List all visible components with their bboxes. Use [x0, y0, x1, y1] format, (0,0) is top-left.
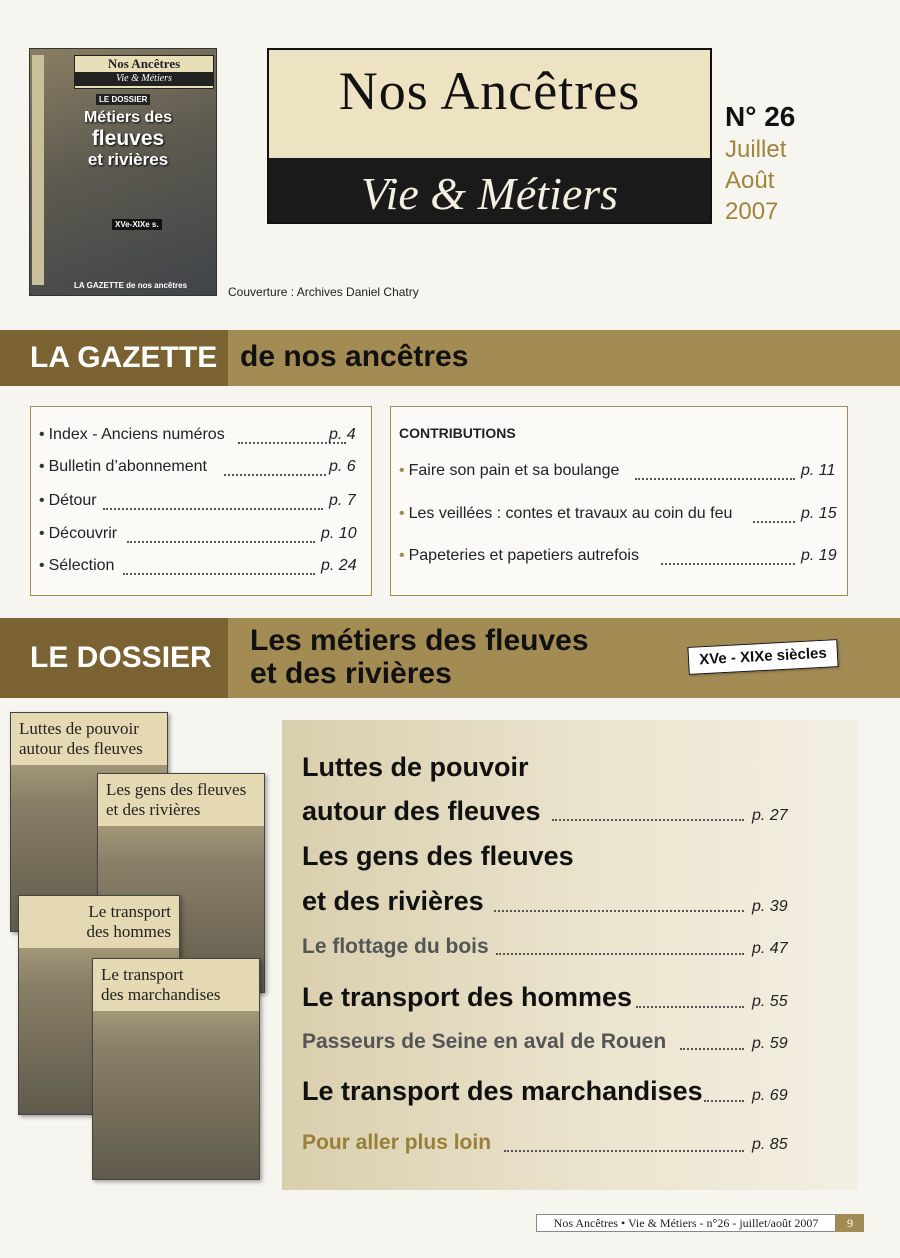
toc-item-bulletin[interactable]: • Bulletin d’abonnement: [39, 458, 207, 475]
booklet-hommes: Le transport des hommes: [18, 895, 180, 1115]
toc-dossier-luttes-l1[interactable]: Luttes de pouvoir: [302, 752, 529, 782]
gazette-index-box: [30, 406, 372, 596]
toc-page: p. 4: [329, 426, 356, 443]
leader-dots: [661, 563, 795, 565]
toc-dossier-passeurs[interactable]: Passeurs de Seine en aval de Rouen: [302, 1030, 667, 1053]
toc-page: p. 6: [329, 458, 356, 475]
toc-page: p. 47: [752, 940, 788, 957]
toc-dossier-luttes-l2[interactable]: autour des fleuves: [302, 796, 541, 826]
toc-dossier-flottage[interactable]: Le flottage du bois: [302, 935, 489, 958]
toc-page: p. 27: [752, 807, 788, 824]
cover-headline: Métiers des fleuves et rivières: [83, 109, 173, 169]
toc-item-papeteries[interactable]: • Papeteries et papetiers autrefois: [399, 547, 639, 564]
cover-thumbnail: [29, 48, 217, 296]
leader-dots: [496, 953, 744, 955]
toc-page: p. 55: [752, 993, 788, 1010]
cover-caption: Couverture : Archives Daniel Chatry: [228, 285, 419, 299]
booklet-gens: Les gens des fleuves et des rivières: [97, 773, 265, 993]
toc-page: p. 85: [752, 1136, 788, 1153]
leader-dots: [504, 1150, 744, 1152]
toc-page: p. 59: [752, 1035, 788, 1052]
dossier-label: LE DOSSIER: [0, 618, 228, 698]
issue-info: [725, 100, 795, 227]
footer-running-head: Nos Ancêtres • Vie & Métiers - n°26 - juillet/août 2007: [536, 1214, 836, 1232]
toc-page: p. 15: [801, 505, 837, 522]
cover-dossier-tag: LE DOSSIER: [96, 94, 150, 105]
cover-gazette: LA GAZETTE de nos ancêtres: [74, 281, 188, 290]
page-number: 9: [836, 1214, 864, 1232]
issue-month-1: Juillet: [725, 136, 787, 163]
toc-dossier-gens-l2[interactable]: et des rivières: [302, 886, 484, 916]
leader-dots: [704, 1100, 744, 1102]
toc-page: p. 19: [801, 547, 837, 564]
dossier-era-tag: XVe - XIXe siècles: [687, 639, 838, 675]
cover-subtitle: Vie & Métiers: [75, 72, 213, 86]
dossier-title: Les métiers des fleuves et des rivières: [250, 624, 589, 690]
leader-dots: [635, 478, 795, 480]
leader-dots: [636, 1006, 744, 1008]
toc-dossier-gens-l1[interactable]: Les gens des fleuves: [302, 841, 574, 871]
toc-item-selection[interactable]: • Sélection: [39, 557, 115, 574]
dossier-toc: [282, 720, 858, 1190]
cover-era: XVe-XIXe s.: [112, 219, 162, 230]
gazette-title: de nos ancêtres: [240, 340, 469, 373]
masthead: [267, 48, 712, 224]
leader-dots: [224, 474, 326, 476]
toc-page: p. 39: [752, 898, 788, 915]
cover-title: Nos Ancêtres: [107, 56, 181, 71]
toc-page: p. 7: [329, 492, 356, 509]
toc-item-decouvrir[interactable]: • Découvrir: [39, 525, 118, 542]
booklet-marchandises: Le transport des marchandises: [92, 958, 260, 1180]
toc-item-index[interactable]: • Index - Anciens numéros: [39, 426, 225, 443]
leader-dots: [494, 910, 744, 912]
leader-dots: [123, 573, 315, 575]
gazette-label: LA GAZETTE: [0, 330, 228, 386]
issue-year: 2007: [725, 198, 779, 225]
toc-dossier-hommes[interactable]: Le transport des hommes: [302, 982, 633, 1012]
leader-dots: [552, 819, 744, 821]
issue-number: N° 26: [725, 101, 796, 132]
toc-item-pain[interactable]: • Faire son pain et sa boulange: [399, 462, 620, 479]
leader-dots: [680, 1048, 744, 1050]
cover-masthead: [74, 55, 214, 89]
gazette-bar: [0, 330, 900, 386]
masthead-title: Nos Ancêtres: [338, 61, 641, 121]
masthead-subtitle: Vie & Métiers: [360, 168, 619, 219]
toc-dossier-marchandises[interactable]: Le transport des marchandises: [302, 1076, 703, 1106]
toc-item-veillees[interactable]: • Les veillées : contes et travaux au coin du feu: [399, 505, 733, 522]
contributions-heading: CONTRIBUTIONS: [399, 425, 516, 441]
issue-month-2: Août: [725, 167, 775, 194]
cover-spine: [32, 55, 44, 285]
leader-dots: [103, 508, 323, 510]
contributions-box: [390, 406, 848, 596]
leader-dots: [127, 541, 315, 543]
leader-dots: [753, 521, 795, 523]
toc-page: p. 24: [321, 557, 357, 574]
toc-item-detour[interactable]: • Détour: [39, 492, 97, 509]
booklet-luttes: Luttes de pouvoir autour des fleuves: [10, 712, 168, 932]
toc-dossier-plus-loin[interactable]: Pour aller plus loin: [302, 1131, 492, 1154]
toc-page: p. 10: [321, 525, 357, 542]
toc-page: p. 11: [801, 462, 836, 479]
toc-page: p. 69: [752, 1087, 788, 1104]
